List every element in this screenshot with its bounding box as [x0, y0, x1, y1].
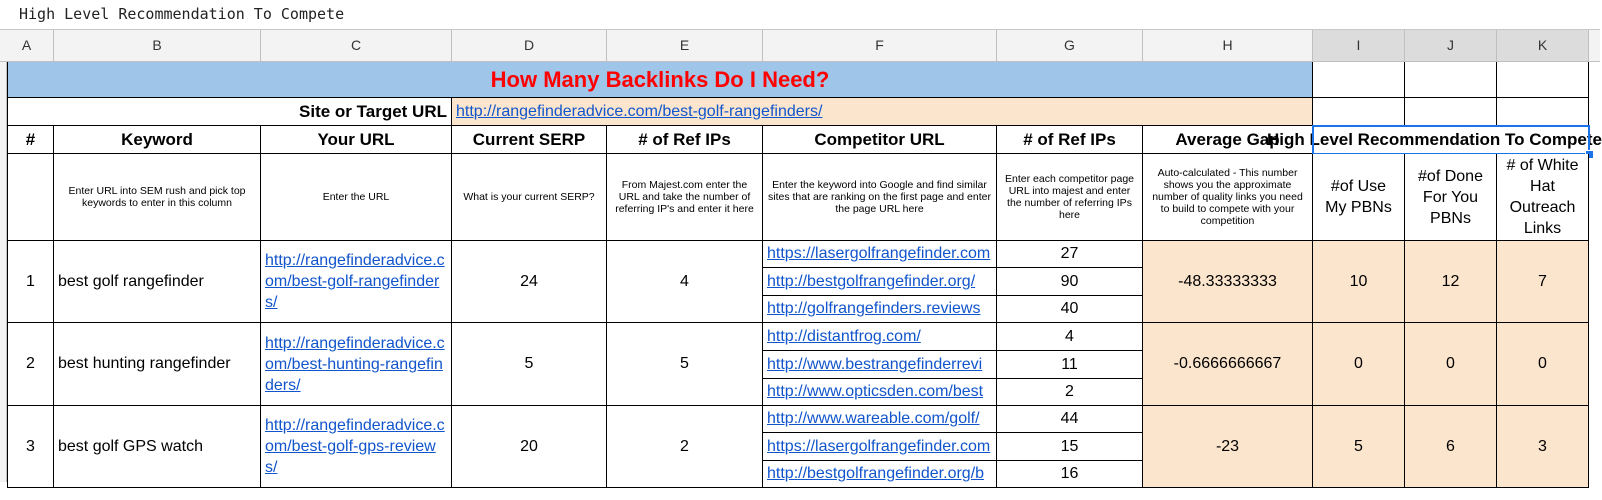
row3-competitor-1-link[interactable]: http://www.wareable.com/golf/ — [767, 410, 980, 427]
desc-current-serp[interactable]: What is your current SERP? — [452, 154, 607, 241]
column-header-f[interactable]: F — [763, 30, 997, 61]
row1-white-hat[interactable]: 7 — [1497, 241, 1589, 323]
row3-white-hat[interactable]: 3 — [1497, 406, 1589, 488]
row2-serp[interactable]: 5 — [452, 323, 607, 406]
row3-serp[interactable]: 20 — [452, 406, 607, 488]
row1-average-gap[interactable]: -48.33333333 — [1143, 241, 1313, 323]
row2-white-hat[interactable]: 0 — [1497, 323, 1589, 406]
header-current-serp[interactable]: Current SERP — [452, 126, 607, 154]
row1-ref-ips[interactable]: 4 — [607, 241, 763, 323]
column-header-i[interactable]: I — [1313, 30, 1405, 61]
desc-competitor-url[interactable]: Enter the keyword into Google and find similar sites that are ranking on the first page and enter the page URL here — [763, 154, 997, 241]
row1-competitor-1-link[interactable]: https://lasergolfrangefinder.com — [767, 245, 991, 262]
row3-your-url-cell[interactable] — [261, 406, 452, 488]
row2-comp-ips-3[interactable]: 2 — [997, 379, 1143, 406]
row2-ref-ips[interactable]: 5 — [607, 323, 763, 406]
row2-num[interactable]: 2 — [7, 323, 54, 406]
header-num[interactable]: # — [7, 126, 54, 154]
row1-keyword[interactable]: best golf rangefinder — [54, 241, 261, 323]
row3-competitor-1[interactable] — [763, 406, 997, 433]
row2-competitor-2[interactable] — [763, 351, 997, 379]
target-url-cell[interactable] — [452, 98, 1313, 126]
desc-comp-ref-ips[interactable]: Enter each competitor page URL into majest and enter the number of referring IPs here — [997, 154, 1143, 241]
column-header-e[interactable]: E — [607, 30, 763, 61]
row3-your-url-link[interactable]: http://rangefinderadvice.com/best-golf-gps-reviews/ — [265, 417, 445, 476]
cell-i2[interactable] — [1313, 98, 1405, 126]
row3-comp-ips-1[interactable]: 44 — [997, 406, 1143, 433]
row1-competitor-2[interactable] — [763, 268, 997, 296]
row1-serp[interactable]: 24 — [452, 241, 607, 323]
row2-comp-ips-2[interactable]: 11 — [997, 351, 1143, 379]
row2-competitor-1[interactable] — [763, 323, 997, 351]
desc-average-gap[interactable]: Auto-calculated - This number shows you the approximate number of quality links you need to build to compete with your competition — [1143, 154, 1313, 241]
row1-use-pbns[interactable]: 10 — [1313, 241, 1405, 323]
header-keyword[interactable]: Keyword — [54, 126, 261, 154]
column-header-c[interactable]: C — [261, 30, 452, 61]
cell-k1[interactable] — [1497, 62, 1589, 98]
row3-comp-ips-3[interactable]: 16 — [997, 461, 1143, 488]
desc-keyword[interactable]: Enter URL into SEM rush and pick top keywords to enter in this column — [54, 154, 261, 241]
column-header-a[interactable]: A — [0, 30, 54, 61]
row3-competitor-2-link[interactable]: https://lasergolfrangefinder.com — [767, 437, 991, 455]
row1-competitor-3[interactable] — [763, 296, 997, 323]
desc-white-hat[interactable]: # of White Hat Outreach Links — [1497, 154, 1589, 241]
desc-ref-ips[interactable]: From Majest.com enter the URL and take the number of referring IP's and enter it here — [607, 154, 763, 241]
desc-num[interactable] — [7, 154, 54, 241]
column-header-j[interactable]: J — [1405, 30, 1497, 61]
row1-competitor-1[interactable] — [763, 241, 997, 268]
row1-comp-ips-1[interactable]: 27 — [997, 241, 1143, 268]
row1-num[interactable]: 1 — [7, 241, 54, 323]
target-url-link[interactable]: http://rangefinderadvice.com/best-golf-rangefinders/ — [456, 102, 823, 120]
row2-competitor-3[interactable] — [763, 379, 997, 406]
row2-use-pbns[interactable]: 0 — [1313, 323, 1405, 406]
row2-done-pbns[interactable]: 0 — [1405, 323, 1497, 406]
header-your-url[interactable]: Your URL — [261, 126, 452, 154]
column-headers — [0, 30, 1600, 62]
sheet-title-cell[interactable] — [7, 62, 1313, 98]
row3-num[interactable]: 3 — [7, 406, 54, 488]
row-gutter — [0, 62, 7, 482]
formula-bar-text[interactable]: High Level Recommendation To Compete — [19, 5, 345, 23]
row3-competitor-2[interactable] — [763, 433, 997, 461]
row3-done-pbns[interactable]: 6 — [1405, 406, 1497, 488]
row1-competitor-2-link[interactable]: http://bestgolfrangefinder.org/ — [767, 272, 976, 290]
cell-j1[interactable] — [1405, 62, 1497, 98]
header-comp-ref-ips[interactable]: # of Ref IPs — [997, 126, 1143, 154]
column-header-d[interactable]: D — [452, 30, 607, 61]
row3-ref-ips[interactable]: 2 — [607, 406, 763, 488]
desc-your-url[interactable]: Enter the URL — [261, 154, 452, 241]
header-recommendation-text: High Level Recommendation To Compete — [1267, 129, 1602, 149]
row3-use-pbns[interactable]: 5 — [1313, 406, 1405, 488]
header-recommendation[interactable] — [1267, 126, 1602, 154]
row3-comp-ips-2[interactable]: 15 — [997, 433, 1143, 461]
desc-use-pbns[interactable]: #of Use My PBNs — [1313, 154, 1405, 241]
column-header-k[interactable]: K — [1497, 30, 1589, 61]
row2-competitor-1-link[interactable]: http://distantfrog.com/ — [767, 327, 921, 345]
row3-competitor-3-link[interactable]: http://bestgolfrangefinder.org/b — [767, 465, 985, 482]
row2-competitor-3-link[interactable]: http://www.opticsden.com/best — [767, 383, 984, 400]
header-competitor-url[interactable]: Competitor URL — [763, 126, 997, 154]
row1-your-url-cell[interactable] — [261, 241, 452, 323]
column-header-g[interactable]: G — [997, 30, 1143, 61]
row2-your-url-cell[interactable] — [261, 323, 452, 406]
cell-k2[interactable] — [1497, 98, 1589, 126]
row3-average-gap[interactable]: -23 — [1143, 406, 1313, 488]
row3-keyword[interactable]: best golf GPS watch — [54, 406, 261, 488]
desc-done-pbns[interactable]: #of Done For You PBNs — [1405, 154, 1497, 241]
cell-i1[interactable] — [1313, 62, 1405, 98]
row1-done-pbns[interactable]: 12 — [1405, 241, 1497, 323]
row3-competitor-3[interactable] — [763, 461, 997, 488]
row2-competitor-2-link[interactable]: http://www.bestrangefinderrevi — [767, 355, 983, 373]
row1-competitor-3-link[interactable]: http://golfrangefinders.reviews — [767, 300, 981, 317]
row2-your-url-link[interactable]: http://rangefinderadvice.com/best-hunting-rangefinders/ — [265, 334, 445, 394]
column-header-h[interactable]: H — [1143, 30, 1313, 61]
header-ref-ips[interactable]: # of Ref IPs — [607, 126, 763, 154]
sheet-title: How Many Backlinks Do I Need? — [490, 66, 830, 92]
formula-bar[interactable] — [0, 0, 1600, 30]
target-url-label: Site or Target URL — [299, 101, 447, 121]
cell-j2[interactable] — [1405, 98, 1497, 126]
row1-your-url-link[interactable]: http://rangefinderadvice.com/best-golf-rangefinders/ — [265, 252, 445, 311]
target-url-label-cell[interactable] — [7, 98, 452, 126]
row2-comp-ips-1[interactable]: 4 — [997, 323, 1143, 351]
row2-keyword[interactable]: best hunting rangefinder — [54, 323, 261, 406]
header-average-gap[interactable]: Average Gap — [1143, 126, 1313, 154]
row1-comp-ips-2[interactable]: 90 — [997, 268, 1143, 296]
column-header-b[interactable]: B — [54, 30, 261, 61]
row1-comp-ips-3[interactable]: 40 — [997, 296, 1143, 323]
row2-average-gap[interactable]: -0.6666666667 — [1143, 323, 1313, 406]
